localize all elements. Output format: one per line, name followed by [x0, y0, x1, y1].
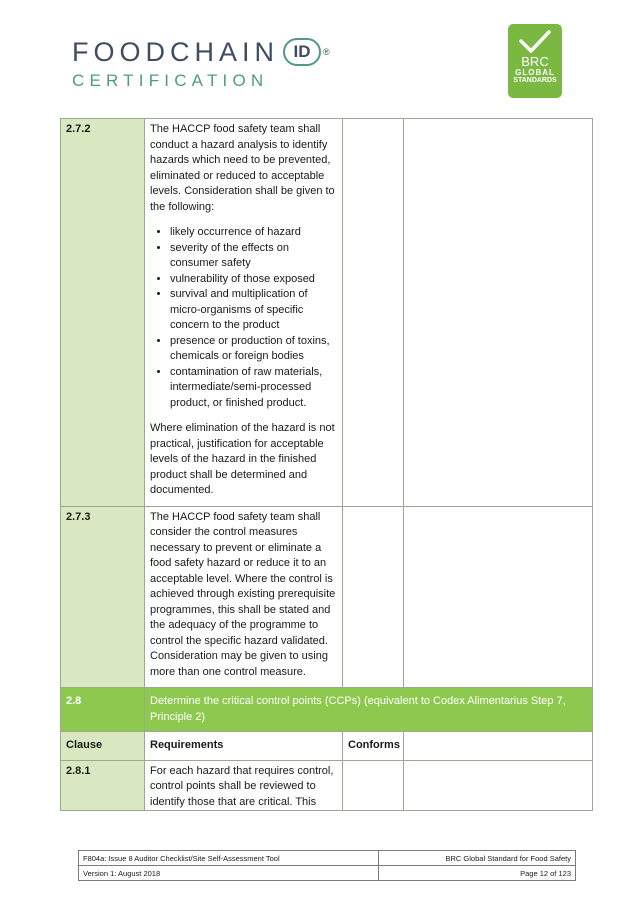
comments-cell[interactable]	[404, 760, 593, 811]
column-header-clause: Clause	[61, 732, 145, 761]
requirement-bullets	[150, 225, 337, 411]
table-row	[61, 119, 593, 507]
table-row	[61, 506, 593, 688]
requirement-text: For each hazard that requires control, control points shall be reviewed to identify those that are critical. This	[145, 760, 343, 811]
column-header-comments	[404, 732, 593, 761]
section-row	[61, 688, 593, 732]
brc-global-standards-logo	[508, 24, 562, 98]
foodchain-id-logo	[72, 38, 330, 92]
clause-number: 2.7.3	[61, 506, 145, 688]
footer-table	[78, 850, 576, 881]
table-row	[61, 760, 593, 811]
brc-global-label: GLOBAL	[515, 68, 555, 77]
list-item: • severity of the effects on consumer safety	[170, 241, 337, 272]
comments-cell[interactable]	[404, 506, 593, 688]
column-header-requirements: Requirements	[145, 732, 343, 761]
column-header-conforms: Conforms	[343, 732, 404, 761]
requirement-intro: The HACCP food safety team shall conduct a hazard analysis to identify hazards which need to be prevented, eliminated or reduced to acceptable levels. Consideration shall be given to the following:	[150, 123, 335, 213]
list-item: • likely occurrence of hazard	[170, 225, 337, 241]
footer-standard-name: BRC Global Standard for Food Safety	[379, 851, 576, 866]
conforms-cell[interactable]	[343, 760, 404, 811]
requirement-text: The HACCP food safety team shall consider the control measures necessary to prevent or eliminate a food safety hazard or reduce it to an acceptable level. Where the control is achieved through existing prerequisite programmes, this shall be stated and the adequacy of the programme to control the specific hazard validated. Consideration may be given to using more than one control measure.	[145, 506, 343, 688]
section-title: Determine the critical control points (CCPs) (equivalent to Codex Alimentarius Step 7, Principle 2)	[145, 688, 593, 732]
checkmark-icon	[518, 29, 552, 55]
list-item: • vulnerability of those exposed	[170, 272, 337, 288]
footer-document-title: F804a: Issue 8 Auditor Checklist/Site Self-Assessment Tool	[79, 851, 379, 866]
brc-standards-label: STANDARDS	[513, 77, 557, 84]
column-header-row	[61, 732, 593, 761]
comments-cell[interactable]	[404, 119, 593, 507]
list-item: • survival and multiplication of micro-organisms of specific concern to the product	[170, 287, 337, 334]
requirement-outro: Where elimination of the hazard is not practical, justification for acceptable levels of the hazard in the finished product shall be determined and documented.	[150, 422, 335, 496]
list-item: • contamination of raw materials, intermediate/semi-processed product, or finished product.	[170, 365, 337, 412]
logo-id-badge: ID	[283, 38, 321, 66]
footer-version: Version 1: August 2018	[79, 866, 379, 881]
checklist-table	[60, 118, 593, 811]
logo-wordmark: FOODCHAIN ID ®	[72, 37, 330, 67]
conforms-cell[interactable]	[343, 119, 404, 507]
footer-page-number: Page 12 of 123	[379, 866, 576, 881]
clause-number: 2.8.1	[61, 760, 145, 811]
brc-label: BRC	[521, 54, 549, 69]
section-number: 2.8	[61, 688, 145, 732]
requirement-text	[145, 119, 343, 507]
clause-number: 2.7.2	[61, 119, 145, 507]
logo-certification: CERTIFICATION	[72, 71, 269, 90]
list-item: • presence or production of toxins, chemicals or foreign bodies	[170, 334, 337, 365]
conforms-cell[interactable]	[343, 506, 404, 688]
